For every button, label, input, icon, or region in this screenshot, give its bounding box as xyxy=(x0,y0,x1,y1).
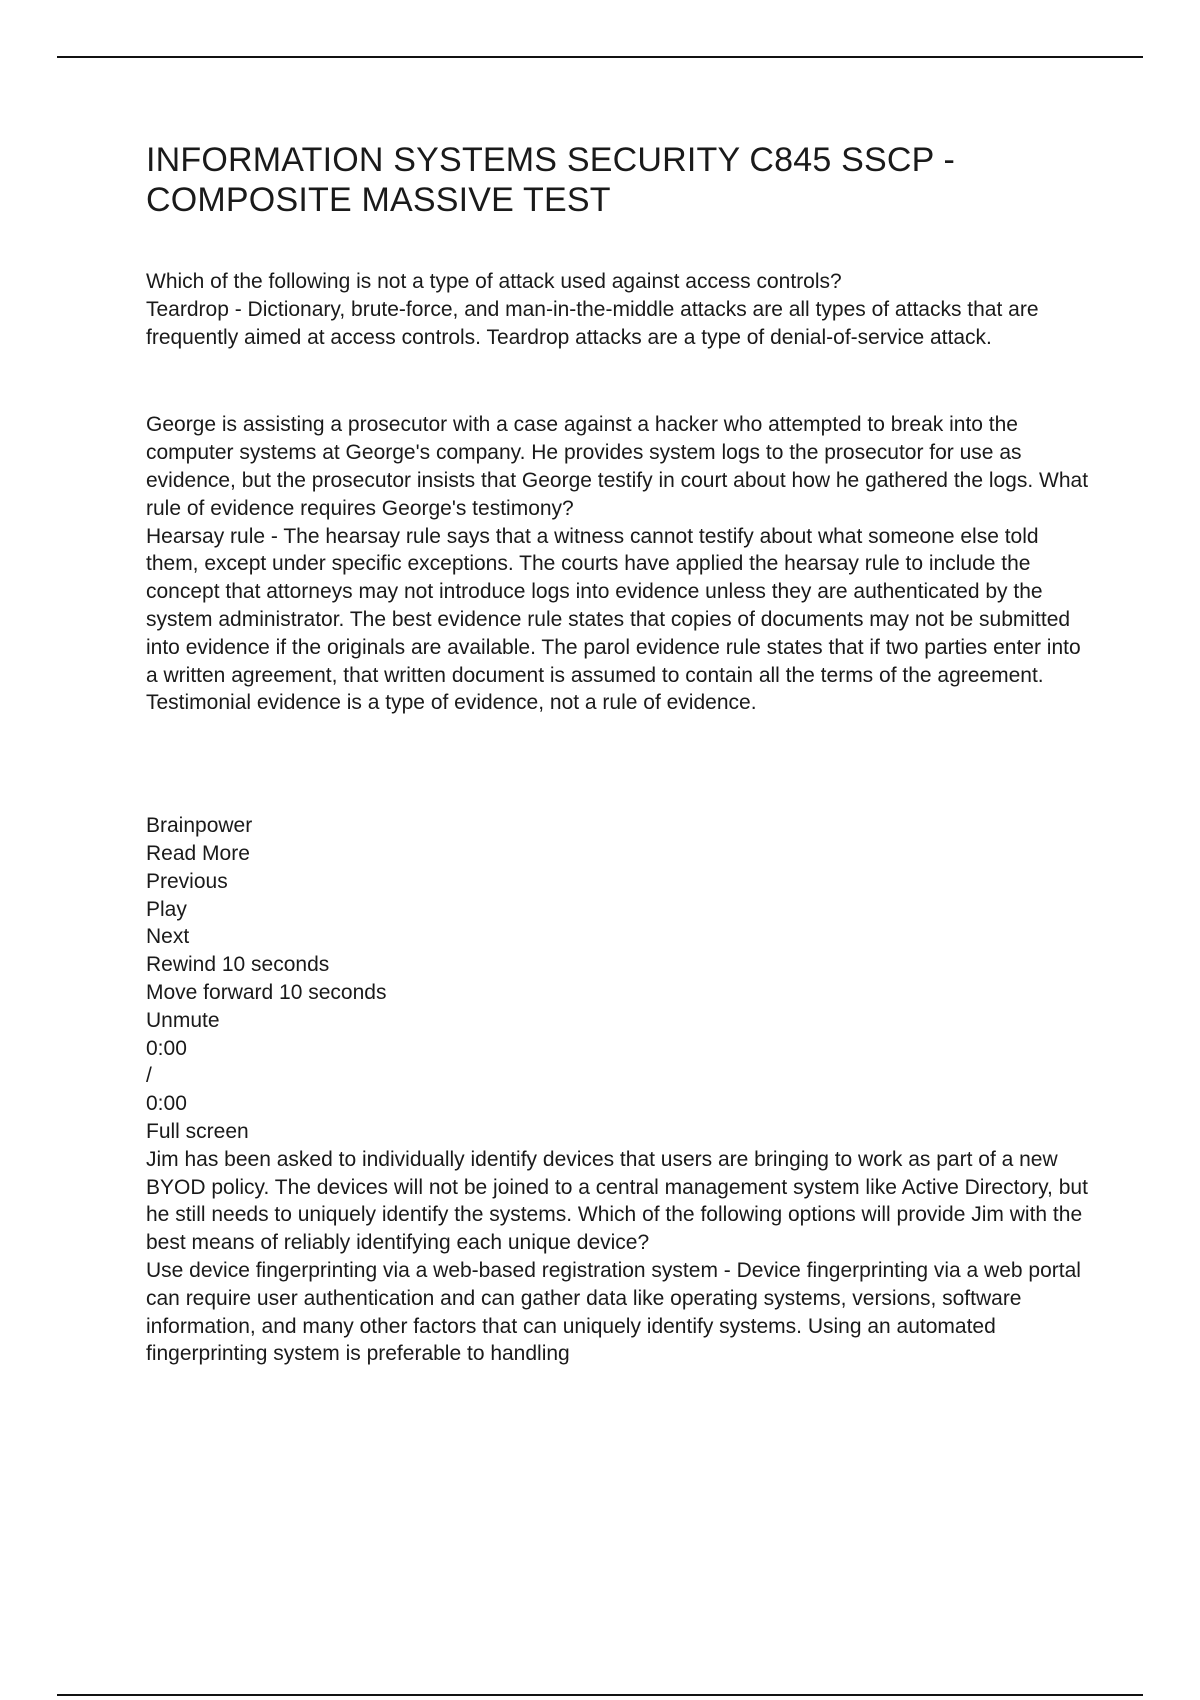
current-time: 0:00 xyxy=(146,1036,187,1060)
qa-block xyxy=(146,268,1096,351)
unmute-button[interactable]: Unmute xyxy=(146,1008,220,1032)
qa-block xyxy=(146,1146,1096,1368)
time-separator: / xyxy=(146,1064,152,1088)
play-button[interactable]: Play xyxy=(146,897,187,921)
next-button[interactable]: Next xyxy=(146,925,190,949)
answer-text: Use device fingerprinting via a web-based registration system - Device fingerprinting via a web portal can require user authentication and can gather data like operating systems, versions, software information, and many other factors that can uniquely identify systems. Using an automated fingerprinting system is preferable to handling xyxy=(146,1258,1081,1366)
bottom-divider xyxy=(57,1694,1143,1696)
player-brand[interactable]: Brainpower xyxy=(146,814,253,838)
document-body xyxy=(146,140,1096,1368)
forward-button[interactable]: Move forward 10 seconds xyxy=(146,980,387,1004)
fullscreen-button[interactable]: Full screen xyxy=(146,1119,249,1143)
read-more-link[interactable]: Read More xyxy=(146,841,250,865)
previous-button[interactable]: Previous xyxy=(146,869,228,893)
question-text: George is assisting a prosecutor with a case against a hacker who attempted to break into the computer systems at George's company. He provides system logs to the prosecutor for use as evidence, but the prosecutor insists that George testify in court about how he gathered the logs. What rule of evidence requires George's testimony? xyxy=(146,413,1089,520)
page-title: INFORMATION SYSTEMS SECURITY C845 SSCP - COMPOSITE MASSIVE TEST xyxy=(146,141,956,219)
duration: 0:00 xyxy=(146,1092,187,1116)
question-text: Jim has been asked to individually identify devices that users are bringing to work as part of a new BYOD policy. The devices will not be joined to a central management system like Active Directory, but he still needs to uniquely identify the systems. Which of the following options will provide Jim with the best means of reliably identifying each unique device? xyxy=(146,1147,1088,1255)
answer-text: Teardrop - Dictionary, brute-force, and man-in-the-middle attacks are all types of attacks that are frequently aimed at access controls. Teardrop attacks are a type of denial-of-service attack. xyxy=(146,297,1039,349)
rewind-button[interactable]: Rewind 10 seconds xyxy=(146,953,330,977)
video-player-text xyxy=(146,812,1096,1146)
top-divider xyxy=(57,56,1143,58)
qa-block xyxy=(146,411,1096,717)
question-text: Which of the following is not a type of attack used against access controls? xyxy=(146,270,842,293)
answer-text: Hearsay rule - The hearsay rule says that a witness cannot testify about what someone else told them, except under specific exceptions. The courts have applied the hearsay rule to include the concept that attorneys may not introduce logs into evidence unless they are authenticated by the system administrator. The best evidence rule states that copies of documents may not be submitted into evidence if the originals are available. The parol evidence rule states that if two parties enter into a written agreement, that written document is assumed to contain all the terms of the agreement. Testimonial evidence is a type of evidence, not a rule of evidence. xyxy=(146,524,1081,715)
